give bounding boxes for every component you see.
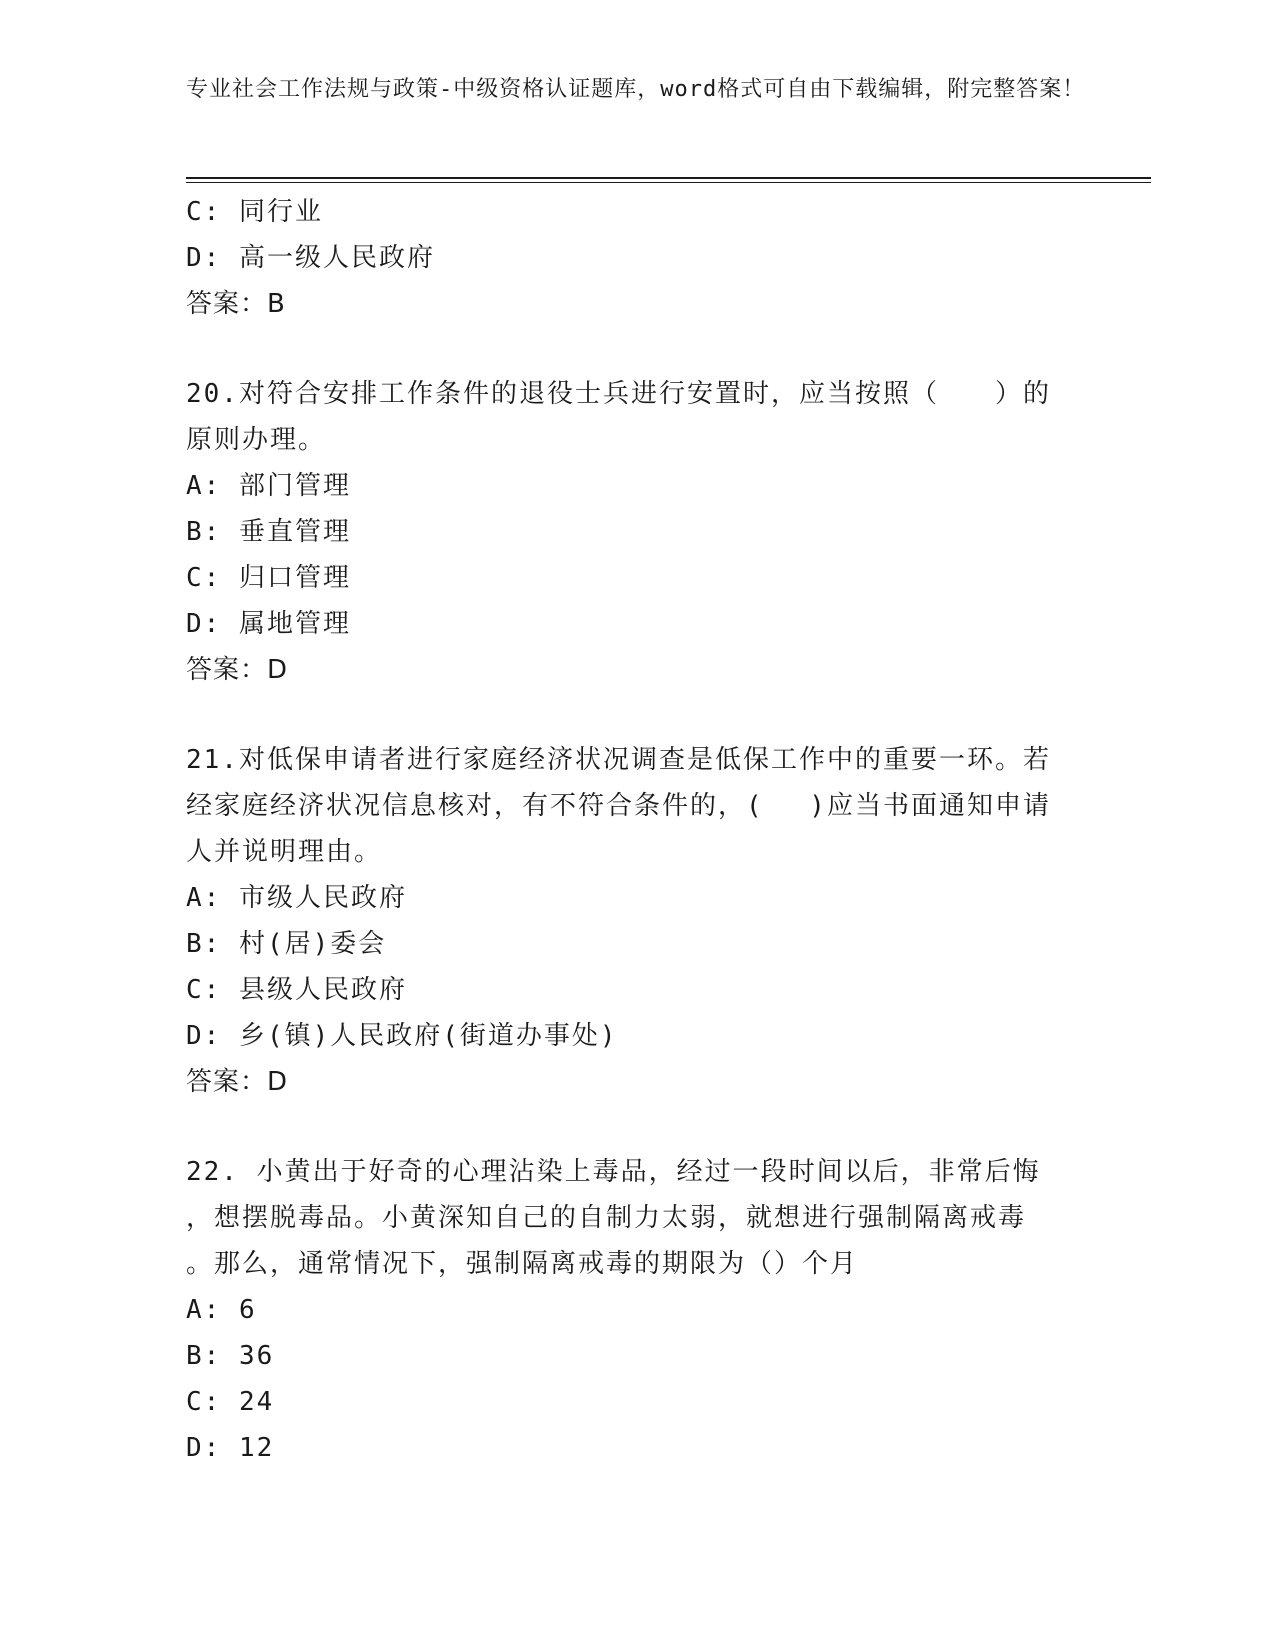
option-line: D: 乡(镇)人民政府(街道办事处) (186, 1021, 618, 1051)
option-line: A: 部门管理 (186, 471, 351, 501)
option-line: C: 归口管理 (186, 563, 351, 593)
question-stem: 。那么，通常情况下，强制隔离戒毒的期限为（）个月 (186, 1249, 859, 1279)
option-line: A: 6 (186, 1295, 257, 1325)
option-line: C: 县级人民政府 (186, 975, 407, 1005)
option-line: D: 属地管理 (186, 609, 351, 639)
spacer (186, 693, 1086, 737)
question-stem: ，想摆脱毒品。小黄深知自己的自制力太弱，就想进行强制隔离戒毒 (186, 1203, 1027, 1233)
option-line: D: 高一级人民政府 (186, 243, 435, 273)
question-stem: 原则办理。 (186, 425, 327, 455)
option-line: A: 市级人民政府 (186, 883, 407, 913)
header-rule-thin (186, 182, 1151, 183)
question-stem: 人并说明理由。 (186, 837, 383, 867)
question-stem: 22. 小黄出于好奇的心理沾染上毒品，经过一段时间以后，非常后悔 (186, 1157, 1041, 1187)
spacer (186, 1105, 1086, 1149)
document-header: 专业社会工作法规与政策-中级资格认证题库，word格式可自由下载编辑，附完整答案！ (186, 77, 1086, 102)
option-line: B: 村(居)委会 (186, 929, 387, 959)
question-stem: 21.对低保申请者进行家庭经济状况调查是低保工作中的重要一环。若 (186, 745, 1051, 775)
option-line: C: 24 (186, 1387, 275, 1417)
option-line: D: 12 (186, 1433, 275, 1463)
option-line: B: 垂直管理 (186, 517, 351, 547)
spacer (186, 327, 1086, 371)
question-content (186, 189, 1086, 1471)
question-stem: 经家庭经济状况信息核对，有不符合条件的，( )应当书面通知申请 (186, 791, 1051, 821)
question-stem: 20.对符合安排工作条件的退役士兵进行安置时，应当按照（ ）的 (186, 379, 1051, 409)
header-rule-thick (186, 177, 1151, 179)
answer-line: 答案：D (186, 655, 289, 685)
option-line: B: 36 (186, 1341, 275, 1371)
answer-line: 答案：B (186, 289, 286, 319)
answer-line: 答案：D (186, 1067, 289, 1097)
option-line: C: 同行业 (186, 197, 323, 227)
